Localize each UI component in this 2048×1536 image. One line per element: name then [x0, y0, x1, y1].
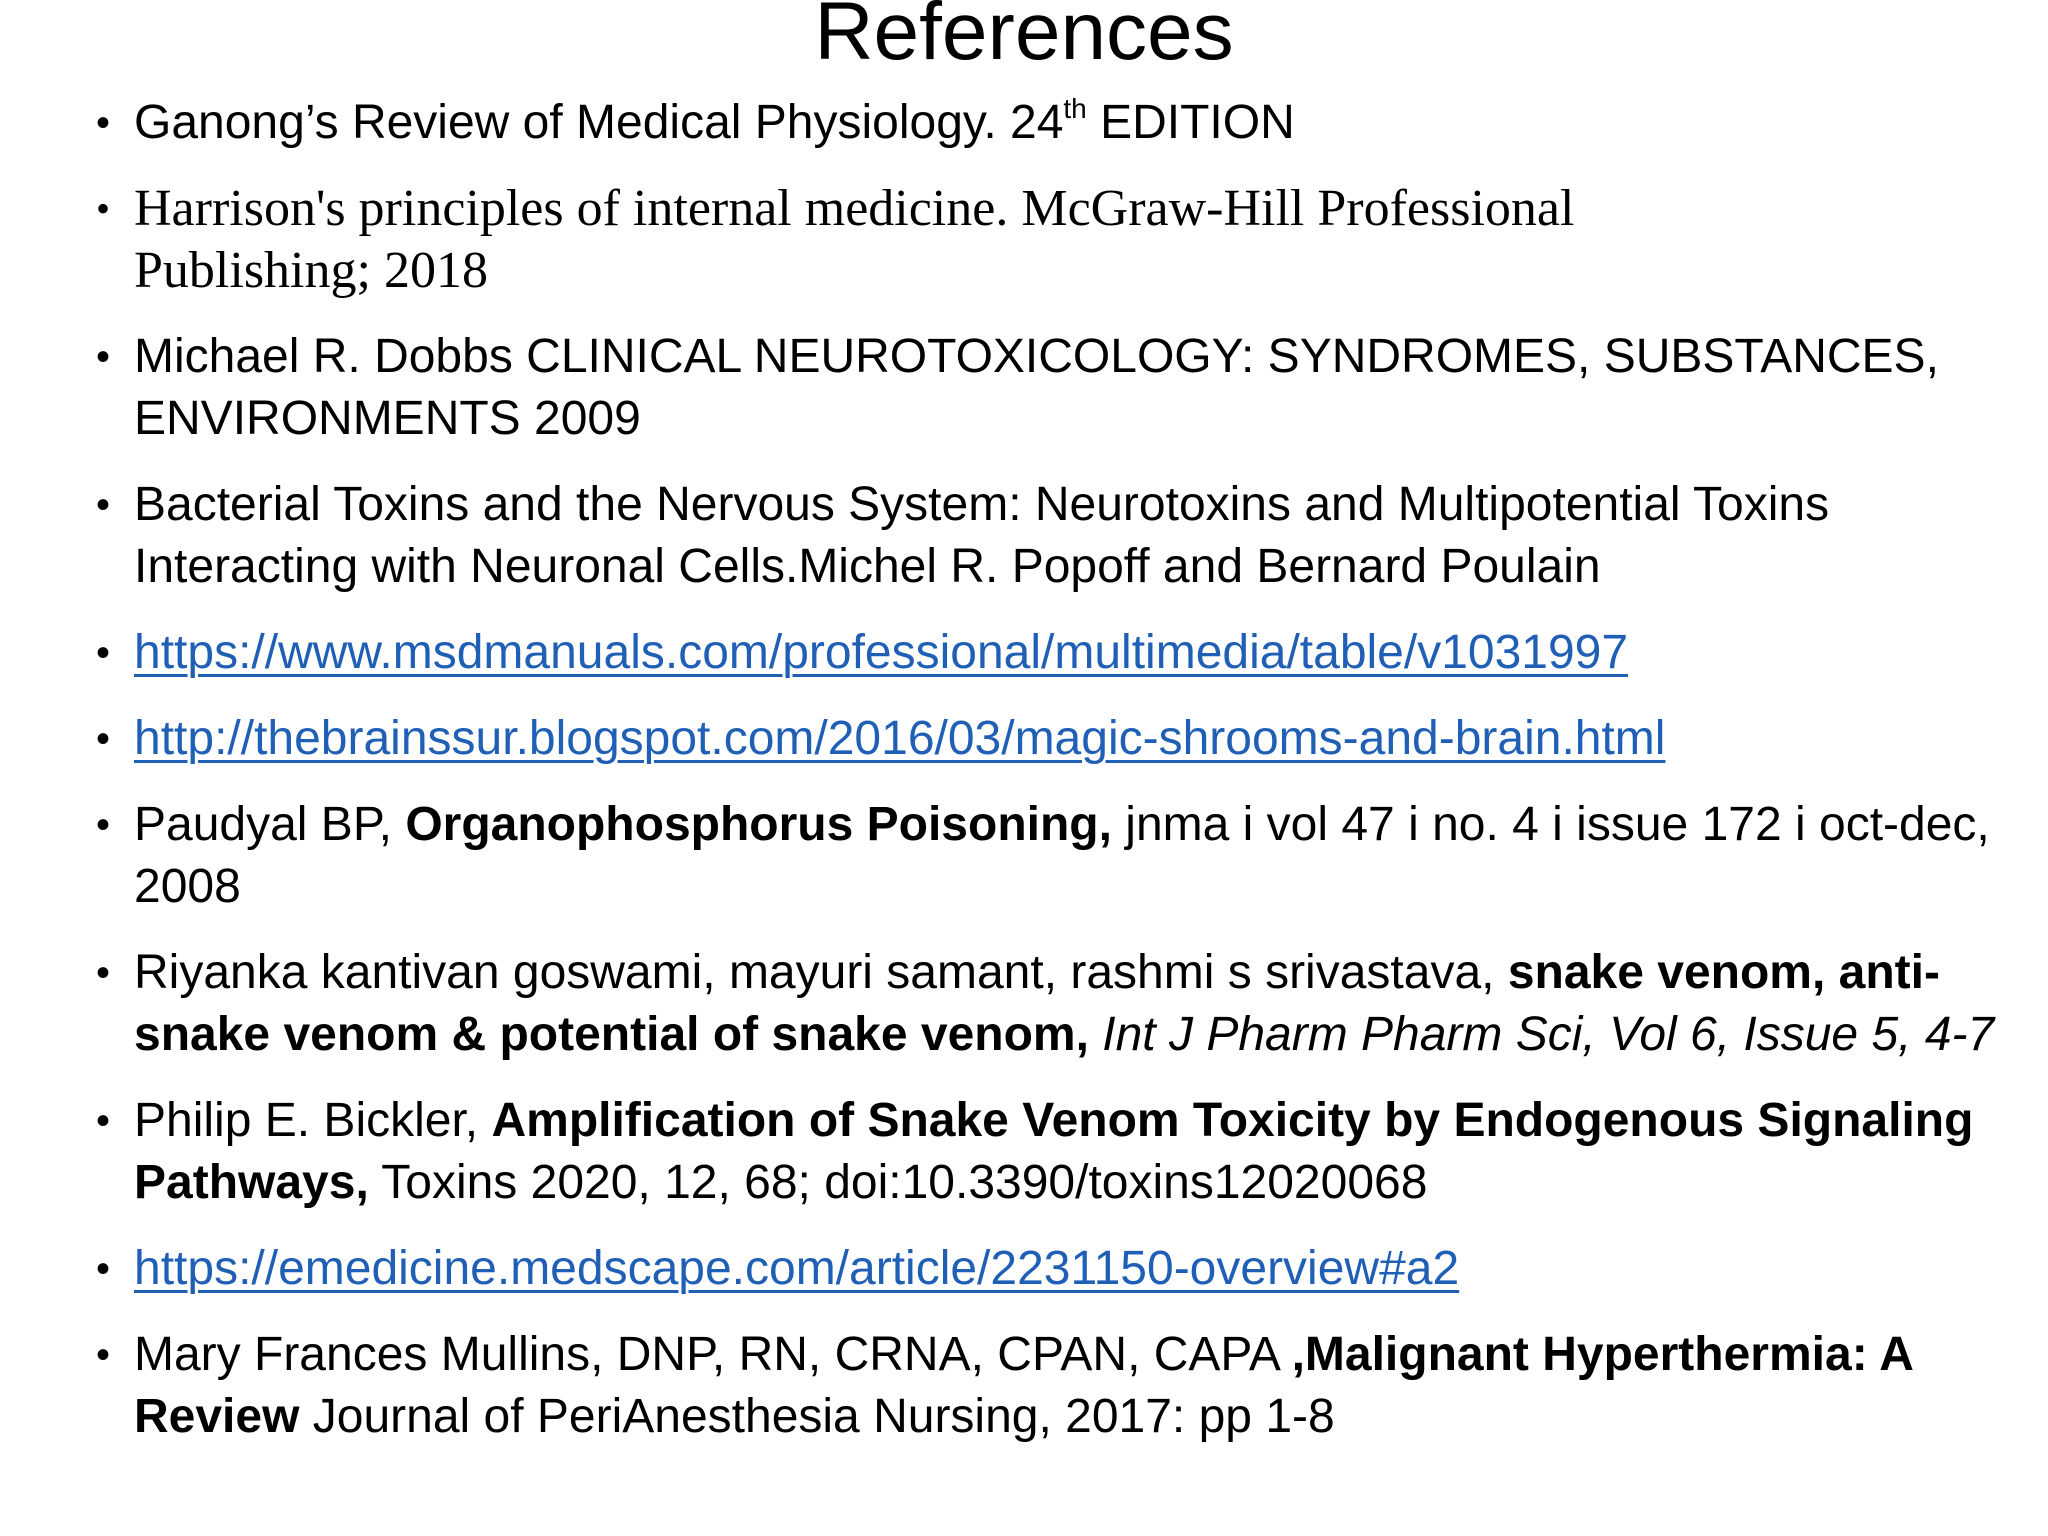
reference-superscript: th [1063, 93, 1087, 124]
bullet-icon: • [96, 101, 111, 145]
reference-author: Mary Frances Mullins, DNP, RN, CRNA, CPAN, CAPA [134, 1328, 1292, 1381]
references-list [96, 92, 1996, 1472]
bullet-icon: • [96, 1247, 111, 1291]
page-title: References [814, 0, 1234, 77]
reference-text: Harrison's principles of internal medicine. McGraw-Hill Professional [134, 180, 1575, 237]
list-item [96, 474, 1996, 598]
bullet-icon: • [96, 1099, 111, 1143]
list-item [96, 942, 1996, 1066]
bullet-icon: • [96, 1333, 111, 1377]
list-item [96, 178, 1996, 302]
bullet-icon: • [96, 631, 111, 675]
list-item [96, 622, 1996, 684]
reference-link-msdmanuals[interactable]: https://www.msdmanuals.com/professional/multimedia/table/v1031997 [134, 626, 1629, 679]
bullet-icon: • [96, 335, 111, 379]
list-item [96, 794, 1996, 918]
reference-title: snake venom, anti-snake venom & potential of snake venom, [134, 946, 1940, 1061]
bullet-icon: • [96, 951, 111, 995]
list-item [96, 92, 1996, 154]
reference-source: jnma i vol 47 i no. 4 i issue 172 i oct-dec, 2008 [134, 798, 1990, 913]
list-item [96, 1090, 1996, 1214]
reference-source: Toxins 2020, 12, 68; doi:10.3390/toxins12020068 [368, 1156, 1428, 1209]
reference-link-medscape[interactable]: https://emedicine.medscape.com/article/2231150-overview#a2 [134, 1242, 1460, 1295]
bullet-icon: • [96, 717, 111, 761]
bullet-icon: • [96, 186, 111, 231]
reference-title: Amplification of Snake Venom Toxicity by Endogenous Signaling Pathways, [134, 1094, 1974, 1209]
bullet-icon: • [96, 803, 111, 847]
list-item [96, 1238, 1996, 1300]
reference-source: Journal of PeriAnesthesia Nursing, 2017: pp 1-8 [299, 1390, 1335, 1443]
reference-title: ,Malignant Hyperthermia: A Review [134, 1328, 1913, 1443]
reference-link-thebrainssur[interactable]: http://thebrainssur.blogspot.com/2016/03/magic-shrooms-and-brain.html [134, 712, 1666, 765]
reference-text: Michael R. Dobbs CLINICAL NEUROTOXICOLOGY: SYNDROMES, SUBSTANCES, ENVIRONMENTS 2009 [134, 330, 1939, 445]
bullet-icon: • [96, 483, 111, 527]
reference-text: Bacterial Toxins and the Nervous System: Neurotoxins and Multipotential Toxins Interacting with Neuronal Cells.Michel R. Popoff and Bernard Poulain [134, 478, 1830, 593]
reference-text: Ganong’s Review of Medical Physiology. 24 [134, 96, 1064, 149]
list-item [96, 1324, 1996, 1448]
reference-source: Int J Pharm Pharm Sci, Vol 6, Issue 5, 4-7 [1088, 1008, 1995, 1061]
reference-text: Publishing; 2018 [134, 242, 488, 299]
reference-author: Philip E. Bickler, [134, 1094, 492, 1147]
reference-author: Paudyal BP, [134, 798, 406, 851]
reference-title: Organophosphorus Poisoning, [405, 798, 1112, 851]
list-item [96, 708, 1996, 770]
list-item [96, 326, 1996, 450]
reference-text: EDITION [1086, 96, 1295, 149]
reference-author: Riyanka kantivan goswami, mayuri samant, rashmi s srivastava, [134, 946, 1508, 999]
